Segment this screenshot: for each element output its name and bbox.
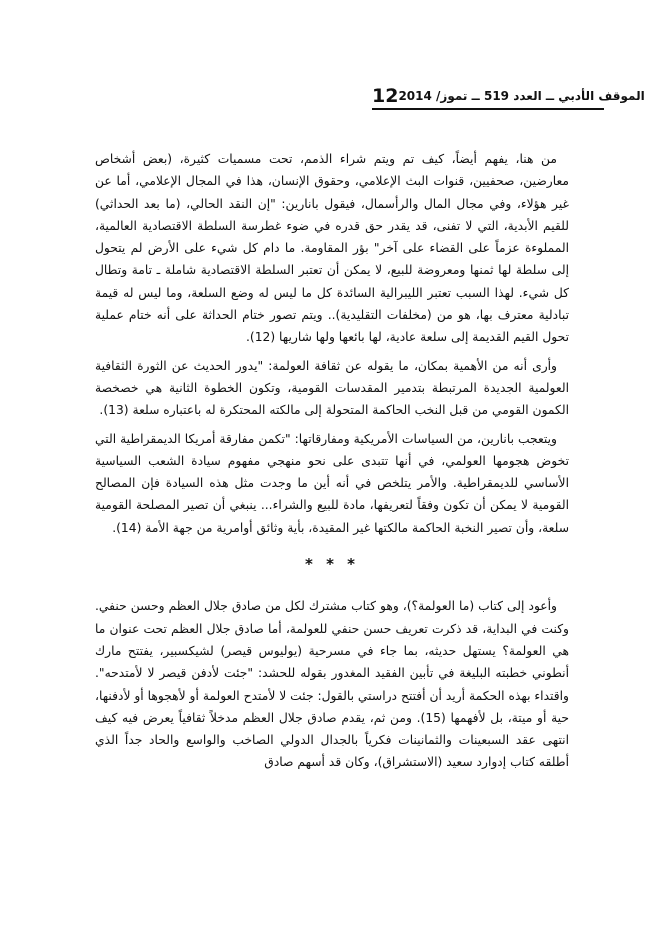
article-body bbox=[95, 148, 569, 780]
page-number: 12 bbox=[372, 85, 399, 107]
header-rule bbox=[372, 108, 604, 110]
page-header bbox=[372, 84, 645, 108]
paragraph: وأعود إلى كتاب (ما العولمة؟)، وهو كتاب مشترك لكل من صادق جلال العظم وحسن حنفي. وكنت في البداية، قد ذكرت تعريف حسن حنفي للعولمة، أما صادق جلال العظم تحت عنوان ما هي العولمة؟ يستهل حديثه، بما جاء في مسرحية (يوليوس قيصر) لشيكسبير، يفتتح مارك أنطوني خطبته البليغة في تأبين الفقيد المغدور بقوله للحشد: "جئت لأدفن قيصر لا لأمتدحه". واقتداء بهذه الحكمة أريد أن أفتتح دراستي بالقول: جئت لا لأمتدح العولمة أو لأهجوها أو لأدفنها، حية أو ميتة، بل لأفهمها (15). ومن ثم، يقدم صادق جلال العظم مدخلاً ثقافياً يعرض فيه كيف انتهى عقد السبعينات والثمانينات فكرياً بالجدال الدولي الصاخب والواسع والحاد جداً الذي أطلقه كتاب إدوارد سعيد (الاستشراق)، وكان قد أسهم صادق bbox=[95, 599, 569, 770]
section-separator: * * * bbox=[305, 555, 359, 574]
paragraph: من هنا، يفهم أيضاً، كيف تم ويتم شراء الذمم، تحت مسميات كثيرة، (بعض أشخاص معارضين، صحفيين، قنوات البث الإعلامي، وحقوق الإنسان، هذا في المجال الإعلامي، أما عن غير هؤلاء، وفي مجال المال والرأسمال، فيقول بانارين: "إن النقد الحالي، (ما بعد الحداثي) للقيم الأبدية، التي لا تفنى، قد يقدر حق قدره في ضوء غطرسة السلطة الاقتصادية العالمية، المملوءة عزماً على القضاء على آخر" بؤر المقاومة. ما دام كل شيء على الأرض لم يتحول إلى سلطة لها ثمنها ومعروضة للبيع، لا يمكن أن تعتبر السلطة الاقتصادية شاملة ـ تامة وتطال كل شيء. لهذا السبب تعتبر الليبرالية السائدة كل ما ليس له وضع السلعة، وما ليس له قيمة تبادلية معترف بها، هو من (مخلفات التقليدية).. ويتم تصور ختام الحداثة على أنه ختام عملية تحول القيم القديمة إلى سلعة عادية، لها بائعها ولها شاريها (12). bbox=[95, 152, 569, 345]
paragraph: وأرى أنه من الأهمية بمكان، ما يقوله عن ثقافة العولمة: "يدور الحديث عن الثورة الثقافية العولمية الجديدة المرتبطة بتدمير المقدسات القومية، وتكون الخطوة الثانية هي خصخصة الكمون القومي من قبل النخب الحاكمة المتحولة إلى مالكته المحتكرة له باعتباره سلعة (13). bbox=[95, 358, 569, 418]
running-head: الموقف الأدبي ــ العدد 519 ــ تموز/ 2014 bbox=[398, 89, 645, 103]
paragraph: ويتعجب بانارين، من السياسات الأمريكية ومفارقاتها: "تكمن مفارقة أمريكا الديمقراطية التي تخوض هجومها العولمي، في أنها تتبدى على نحو منهجي مفهوم سيادة الشعب السياسية الأساسي للديمقراطية. والأمر يتلخص في أنه أين ما وجدت مثل هذه السيادة فإن المصالح القومية لا يمكن أن تكون وفقاً لتعريفها، مادة للبيع والشراء... ينبغي أن تصير المصلحة القومية سلعة، وأن تصير النخبة الحاكمة مالكتها غير المقيدة، بأية وثائق أوامرية من جهة الأمة (14). bbox=[95, 431, 569, 535]
